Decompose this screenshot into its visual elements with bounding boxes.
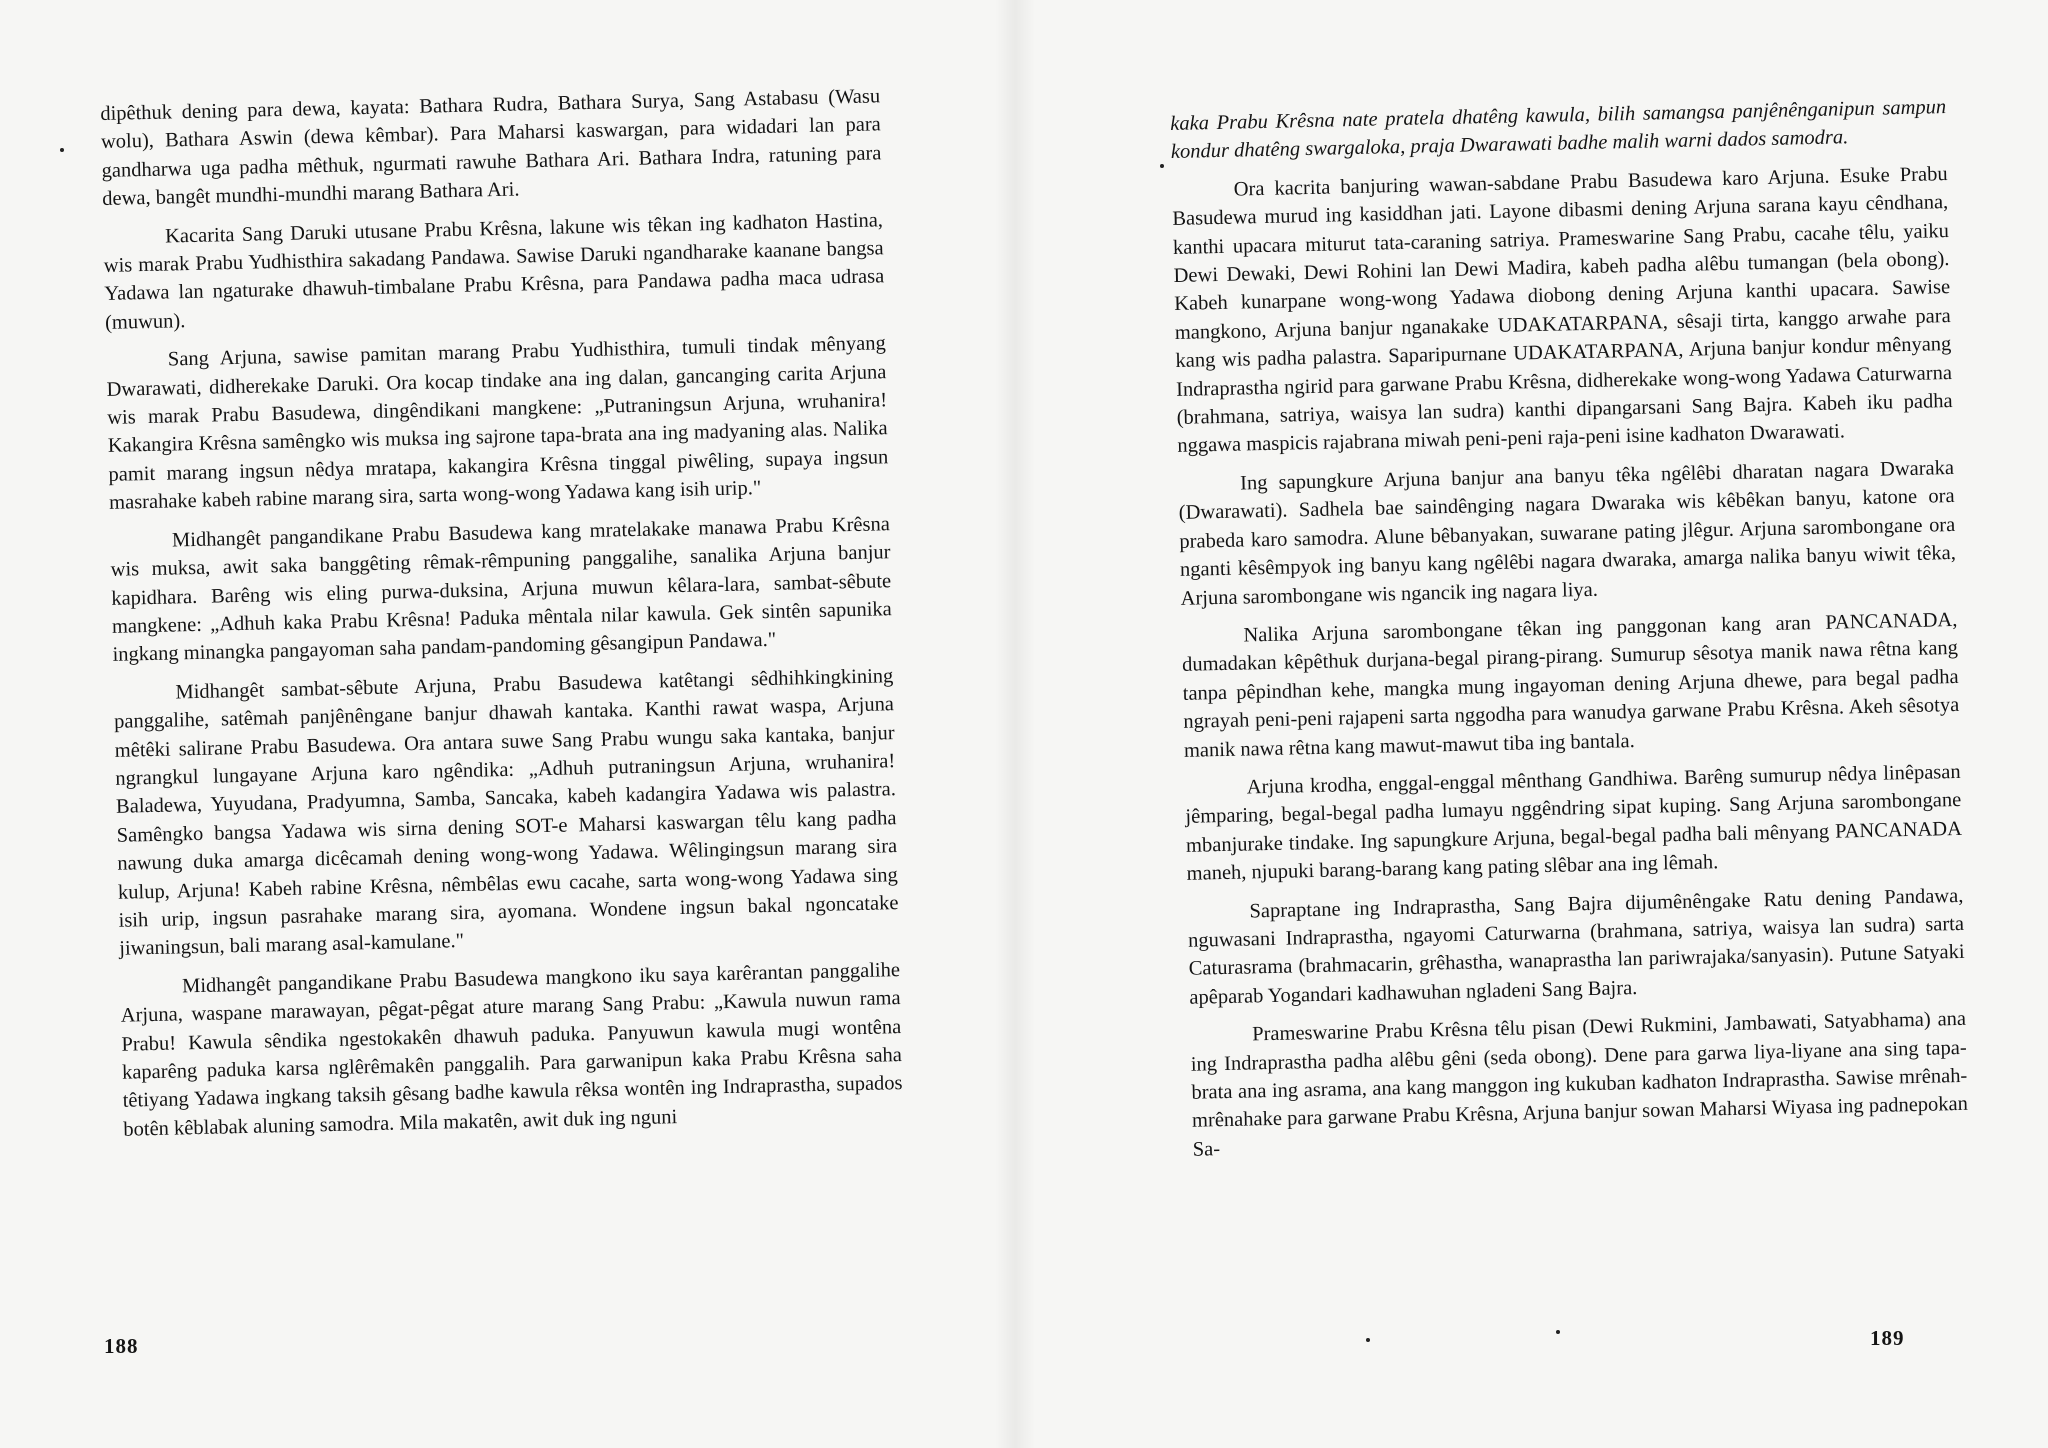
- paragraph: Prameswarine Prabu Krêsna têlu pisan (Dewi Rukmini, Jambawati, Satyabhama) ana ing Indraprastha padha alêbu gêni (seda obong). Dene para garwa liya-liyane ana sing tapa-brata ana ing asrama, ana kang manggon ing kukuban kadhaton Indraprastha. Sawise mrênah-mrênahake para garwane Prabu Krêsna, Arjuna banjur sowan Maharsi Wiyasa ing padnepokan Sa-: [1190, 1008, 1969, 1161]
- page-number: 188: [104, 1334, 139, 1358]
- left-page: [0, 0, 1000, 1448]
- ink-speck: [1366, 1338, 1370, 1342]
- paragraph: Arjuna krodha, enggal-enggal mênthang Gandhiwa. Barêng sumurup nêdya linêpasan jêmparing, begal-begal padha lumayu nggêndring sipat kuping. Sang Arjuna sarombongane mbanjurake tindake. Ing sapungkure Arjuna, begal-begal padha bali mênyang PANCANADA maneh, njupuki barang-barang kang pating slêbar ana ing lêmah.: [1185, 760, 1963, 885]
- ink-speck: [1556, 1330, 1560, 1334]
- paragraph: kaka Prabu Krêsna nate pratela dhatêng kawula, bilih samangsa panjênênganipun sampun kondur dhatêng swargaloka, praja Dwarawati badhe malih warni dados samodra.: [1170, 96, 1947, 164]
- paragraph: Midhangêt sambat-sêbute Arjuna, Prabu Basudewa katêtangi sêdhihkingkining panggalihe, satêmah panjênêngane banjur dhawah kantaka. Kanthi rawat waspa, Arjuna mêtêki salirane Prabu Basudewa. Ora antara suwe Sang Prabu wungu saka kantaka, banjur ngrangkul lungayane Arjuna karo ngêndika: „Adhuh putraningsun Arjuna, wruhanira! Baladewa, Yuyudana, Pradyumna, Samba, Sancaka, kabeh kadangira Yadawa wis palastra. Samêngko bangsa Yadawa wis sirna dening SOT-e Maharsi kaswargan têlu kang padha nawung duka amarga dicêcamah dening wong-wong Yadawa. Wêlingingsun marang sira kulup, Arjuna! Kabeh rabine Krêsna, nêmbêlas ewu cacahe, sarta wong-wong Yadawa sing isih urip, ingsun pasrahake marang sira, ayomana. Wondene ingsun bakal ngoncatake jiwaningsun, bali marang asal-kamulane.": [113, 664, 899, 961]
- paragraph: Kacarita Sang Daruki utusane Prabu Krêsna, lakune wis têkan ing kadhaton Hastina, wis marak Prabu Yudhisthira sakadang Pandawa. Sawise Daruki ngandharake kaanane bangsa Yadawa lan ngaturake dhawuh-timbalane Prabu Krêsna, para Pandawa padha maca udrasa (muwun).: [103, 208, 885, 334]
- paragraph: dipêthuk dening para dewa, kayata: Bathara Rudra, Bathara Surya, Sang Astabasu (Wasu wolu), Bathara Aswin (dewa kêmbar). Para Maharsi kaswargan, para widadari lan para gandharwa uga padha mêthuk, ngurmati rawuhe Bathara Ari. Bathara Indra, ratuning para dewa, bangêt mundhi-mundhi marang Bathara Ari.: [100, 85, 882, 211]
- paragraph: Sapraptane ing Indraprastha, Sang Bajra dijumênêngake Ratu dening Pandawa, nguwasani Indraprastha, ngayomi Caturwarna (brahmana, satriya, waisya lan sudra) sarta Caturasrama (brahmacarin, grêhastha, wanaprastha lan pariwrajaka/sanyasin). Putune Satyaki apêparab Yogandari kadhawuhan ngladeni Sang Bajra.: [1187, 884, 1965, 1009]
- paragraph: Midhangêt pangandikane Prabu Basudewa kang mratelakake manawa Prabu Krêsna wis muksa, awit saka banggêting rêmak-rêmpuning panggalihe, sanalika Arjuna banjur kapidhara. Barêng wis eling purwa-duksina, Arjuna muwun kêlara-lara, sambat-sêbute mangkene: „Adhuh kaka Prabu Krêsna! Paduka mêntala nilar kawula. Gek sintên sapunika ingkang minangka pangayoman saha pandam-pandoming gêsangipun Pandawa.": [110, 512, 893, 667]
- paragraph: Midhangêt pangandikane Prabu Basudewa mangkono iku saya karêrantan panggalihe Arjuna, waspane marawayan, pêgat-pêgat ature marang Sang Prabu: „Kawula nuwun rama Prabu! Kawula sêndika ngestokakên dhawuh paduka. Panyuwun kawula mugi wontêna kaparêng paduka karsa nglêrêmakên panggalih. Para garwanipun kaka Prabu Krêsna saha têtiyang Yadawa ingkang taksih gêsang badhe kawula rêksa wontên ing Indraprastha, supados botên kêblabak aluning samodra. Mila makatên, awit duk ing nguni: [120, 958, 903, 1141]
- right-page: [1030, 0, 2048, 1448]
- left-page-text: [100, 82, 904, 1154]
- paragraph: Ing sapungkure Arjuna banjur ana banyu têka ngêlêbi dharatan nagara Dwaraka (Dwarawati). Sadhela bae saindênging nagara Dwaraka wis kêbêkan banyu, katone ora prabeda karo samodra. Alune bêbanyakan, suwarane pating jlêgur. Arjuna sarombongane ora nganti kêsêmpyok ing banyu kang ngêlêbi nagara dwaraka, amarga nalika banyu wiwit têka, Arjuna sarombongane wis ngancik ing nagara liya.: [1178, 456, 1957, 610]
- paragraph: Nalika Arjuna sarombongane têkan ing panggonan kang aran PANCANADA, dumadakan kêpêthuk durjana-begal pirang-pirang. Sumurup sêsotya manik nawa rêtna kang tanpa pêpindhan kehe, mangka mung ingayoman dening Arjuna dhewe, para begal padha ngrayah peni-peni rajapeni sarta nggodha para wanudya garwane Prabu Krêsna. Akeh sêsotya manik nawa rêtna kang mawut-mawut tiba ing bantala.: [1181, 608, 1960, 762]
- ink-speck: [60, 148, 64, 152]
- page-number: 189: [1870, 1326, 1905, 1350]
- paragraph: Ora kacrita banjuring wawan-sabdane Prabu Basudewa karo Arjuna. Esuke Prabu Basudewa murud ing kasiddhan jati. Layone dibasmi dening Arjuna sarana kayu cêndhana, kanthi upacara miturut tata-caraning satriya. Prameswarine Sang Prabu, cacahe têlu, yaiku Dewi Dewaki, Dewi Rohini lan Dewi Madira, kabeh padha alêbu tumangan (bela obong). Kabeh kunarpane wong-wong Yadawa diobong dening Arjuna kanthi upacara. Sawise mangkono, Arjuna banjur nganakake UDAKATARPANA, sêsaji tirta, kanggo arwahe para kang wis padha palastra. Saparipurnane UDAKATARPANA, Arjuna banjur kondur mênyang Indraprastha ngirid para garwane Prabu Krêsna, didherekake wong-wong Yadawa Caturwarna (brahmana, satriya, waisya lan sudra) kanthi dipangarsani Sang Bajra. Kabeh iku padha nggawa maspicis rajabrana miwah peni-peni raja-peni isine kadhaton Dwarawati.: [1172, 162, 1953, 458]
- paragraph: Sang Arjuna, sawise pamitan marang Prabu Yudhisthira, tumuli tindak mênyang Dwarawati, didherekake Daruki. Ora kocap tindake ana ing dalan, gancanging carita Arjuna wis marak Prabu Basudewa, dingêndikani mangkene: „Putraningsun Arjuna, wruhanira! Kakangira Krêsna samêngko wis muksa ing sajrone tapa-brata ana ing madyaning alas. Nalika pamit marang ingsun nêdya mratapa, kakangira Krêsna tinggal piwêling, supaya ingsun masrahake kabeh rabine marang sira, sarta wong-wong Yadawa kang isih urip.": [106, 332, 889, 515]
- right-page-text: [1170, 93, 1969, 1174]
- book-gutter: [995, 0, 1035, 1448]
- ink-speck: [1160, 164, 1164, 168]
